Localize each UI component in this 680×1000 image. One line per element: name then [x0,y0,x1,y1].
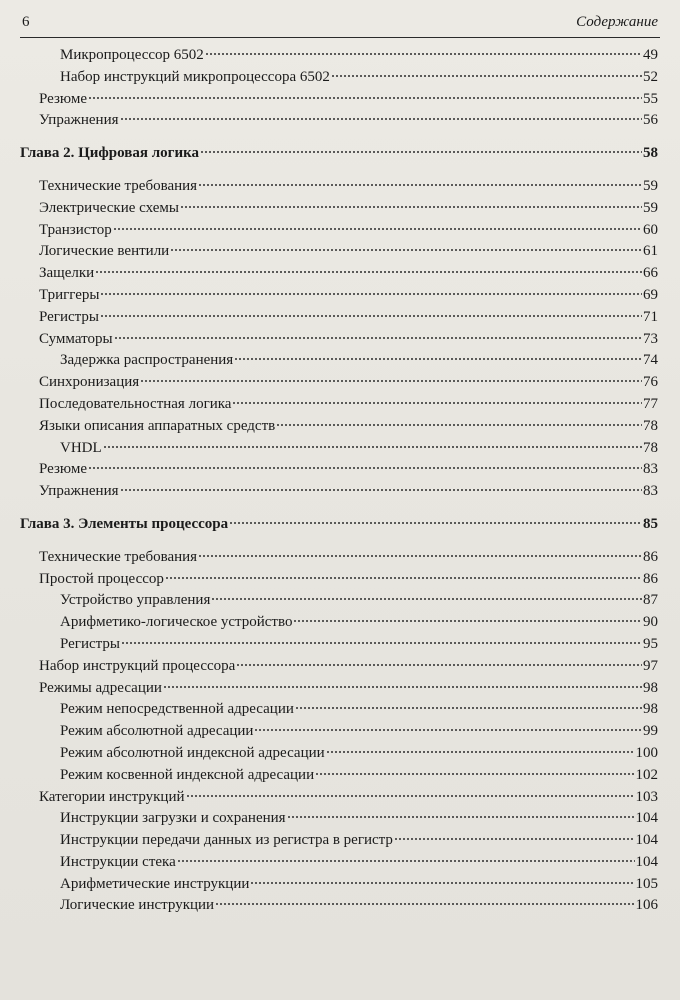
toc-entry-page: 86 [643,548,658,565]
toc-entry-title: Режим непосредственной адресации [60,701,294,718]
toc-entry-title: Режим абсолютной адресации [60,723,254,740]
dot-leader [287,816,635,818]
toc-entry [20,852,658,874]
toc-entry-title: Последовательностная логика [39,395,232,412]
toc-entry-page: 103 [635,788,658,805]
toc-entry-page: 95 [643,635,658,652]
toc-entry [20,307,658,329]
toc-entry-title: Языки описания аппаратных средств [39,417,276,434]
dot-leader [103,446,642,448]
toc-entry-page: 71 [643,308,658,325]
table-of-contents [20,45,658,917]
toc-entry-title: Арифметико-логическое устройство [60,614,293,631]
toc-entry-title: Регистры [60,635,120,652]
toc-entry [20,678,658,700]
toc-entry-title: Упражнения [39,112,119,129]
toc-entry-page: 73 [643,330,658,347]
section-title: Содержание [576,14,658,30]
toc-entry-page: 104 [635,853,658,870]
dot-leader [331,75,642,77]
toc-chapter-entry [20,143,658,165]
dot-leader [177,860,635,862]
toc-entry-title: Транзистор [39,221,112,238]
toc-entry-title: Логические инструкции [60,897,215,914]
dot-leader [120,489,643,491]
toc-entry-title: Технические требования [39,177,198,194]
toc-entry [20,699,658,721]
toc-entry [20,241,658,263]
toc-entry-page: 58 [643,145,658,162]
toc-entry [20,808,658,830]
dot-leader [121,642,642,644]
toc-entry [20,45,658,67]
toc-entry-page: 59 [643,177,658,194]
toc-entry [20,656,658,678]
toc-entry-page: 76 [643,374,658,391]
chapter-spacer [20,132,658,143]
dot-leader [394,838,635,840]
toc-entry-page: 74 [643,352,658,369]
toc-entry [20,721,658,743]
dot-leader [88,97,642,99]
dot-leader [211,598,642,600]
toc-entry-title: Технические требования [39,548,198,565]
toc-entry [20,67,658,89]
toc-entry [20,394,658,416]
toc-entry-title: Арифметические инструкции [60,875,250,892]
toc-entry-title: Синхронизация [39,374,140,391]
dot-leader [229,522,642,524]
dot-leader [165,577,642,579]
dot-leader [276,424,642,426]
toc-entry [20,89,658,111]
toc-entry-page: 78 [643,417,658,434]
toc-entry-title: Инструкции загрузки и сохранения [60,810,286,827]
toc-entry-page: 100 [635,744,658,761]
toc-entry [20,895,658,917]
toc-entry [20,416,658,438]
toc-entry [20,438,658,460]
toc-entry [20,176,658,198]
toc-entry-title: Глава 2. Цифровая логика [20,145,200,162]
toc-entry-title: Набор инструкций процессора [39,657,236,674]
toc-entry-page: 102 [635,766,658,783]
toc-entry-page: 104 [635,832,658,849]
dot-leader [95,271,642,273]
toc-entry-page: 52 [643,68,658,85]
chapter-spacer [20,536,658,547]
toc-entry-page: 83 [643,461,658,478]
dot-leader [100,315,642,317]
toc-entry [20,590,658,612]
dot-leader [170,249,642,251]
dot-leader [215,903,634,905]
toc-entry [20,329,658,351]
toc-entry-title: Инструкции стека [60,853,176,870]
dot-leader [205,53,642,55]
toc-entry-title: Триггеры [39,286,100,303]
toc-entry-page: 99 [643,723,658,740]
toc-entry [20,634,658,656]
dot-leader [114,337,642,339]
toc-entry-title: Задержка распространения [60,352,234,369]
toc-entry-title: Устройство управления [60,592,211,609]
toc-entry [20,612,658,634]
dot-leader [163,686,642,688]
toc-entry [20,569,658,591]
toc-entry [20,372,658,394]
toc-entry [20,110,658,132]
toc-entry-page: 98 [643,701,658,718]
toc-entry-title: Режим косвенной индексной адресации [60,766,315,783]
dot-leader [234,358,642,360]
toc-entry-page: 55 [643,90,658,107]
toc-entry-title: Микропроцессор 6502 [60,47,204,63]
toc-entry-title: Электрические схемы [39,199,179,216]
toc-entry [20,874,658,896]
toc-entry [20,547,658,569]
toc-entry-page: 59 [643,199,658,216]
dot-leader [88,467,642,469]
dot-leader [113,228,642,230]
toc-entry-page: 61 [643,243,658,260]
toc-entry-page: 104 [635,810,658,827]
dot-leader [200,151,642,153]
toc-entry-title: Защелки [39,265,95,282]
toc-entry-title: Резюме [39,461,88,478]
toc-entry [20,459,658,481]
toc-entry-page: 97 [643,657,658,674]
toc-entry [20,263,658,285]
dot-leader [254,729,642,731]
toc-entry-page: 90 [643,614,658,631]
dot-leader [250,882,634,884]
toc-chapter-entry [20,514,658,536]
toc-entry-page: 87 [643,592,658,609]
toc-entry [20,765,658,787]
running-header [20,13,660,38]
toc-entry-page: 85 [643,515,658,532]
toc-entry [20,787,658,809]
toc-entry-page: 66 [643,265,658,282]
toc-entry [20,350,658,372]
toc-entry [20,830,658,852]
toc-entry-title: Глава 3. Элементы процессора [20,515,229,532]
chapter-spacer [20,503,658,514]
dot-leader [140,380,642,382]
dot-leader [326,751,635,753]
toc-entry [20,220,658,242]
toc-entry [20,743,658,765]
toc-entry [20,481,658,503]
toc-entry-title: Инструкции передачи данных из регистра в регистр [60,832,393,849]
toc-entry-title: Набор инструкций микропроцессора 6502 [60,68,330,85]
toc-entry-title: Упражнения [39,483,119,500]
toc-entry-title: Режим абсолютной индексной адресации [60,744,325,761]
toc-entry-page: 106 [635,897,658,914]
toc-entry-page: 83 [643,483,658,500]
toc-entry-page: 77 [643,395,658,412]
toc-entry-title: Логические вентили [39,243,170,260]
page-number: 6 [22,14,30,30]
dot-leader [198,555,642,557]
dot-leader [315,773,634,775]
toc-entry-title: Категории инструкций [39,788,185,805]
dot-leader [100,293,642,295]
dot-leader [186,795,635,797]
dot-leader [295,707,642,709]
toc-entry-title: Регистры [39,308,99,325]
toc-entry-page: 69 [643,286,658,303]
dot-leader [198,184,642,186]
chapter-spacer [20,165,658,176]
toc-entry-page: 78 [643,439,658,456]
dot-leader [180,206,642,208]
toc-entry-page: 98 [643,679,658,696]
dot-leader [236,664,642,666]
dot-leader [293,620,642,622]
toc-entry-title: VHDL [60,439,102,456]
dot-leader [232,402,642,404]
toc-entry [20,198,658,220]
toc-entry-page: 56 [643,112,658,129]
toc-entry-page: 86 [643,570,658,587]
toc-entry-title: Сумматоры [39,330,113,347]
toc-entry-page: 105 [635,875,658,892]
dot-leader [120,118,643,120]
toc-entry [20,285,658,307]
toc-entry-title: Простой процессор [39,570,164,587]
toc-entry-title: Резюме [39,90,88,107]
toc-entry-page: 49 [643,47,658,63]
toc-entry-title: Режимы адресации [39,679,162,696]
toc-entry-page: 60 [643,221,658,238]
